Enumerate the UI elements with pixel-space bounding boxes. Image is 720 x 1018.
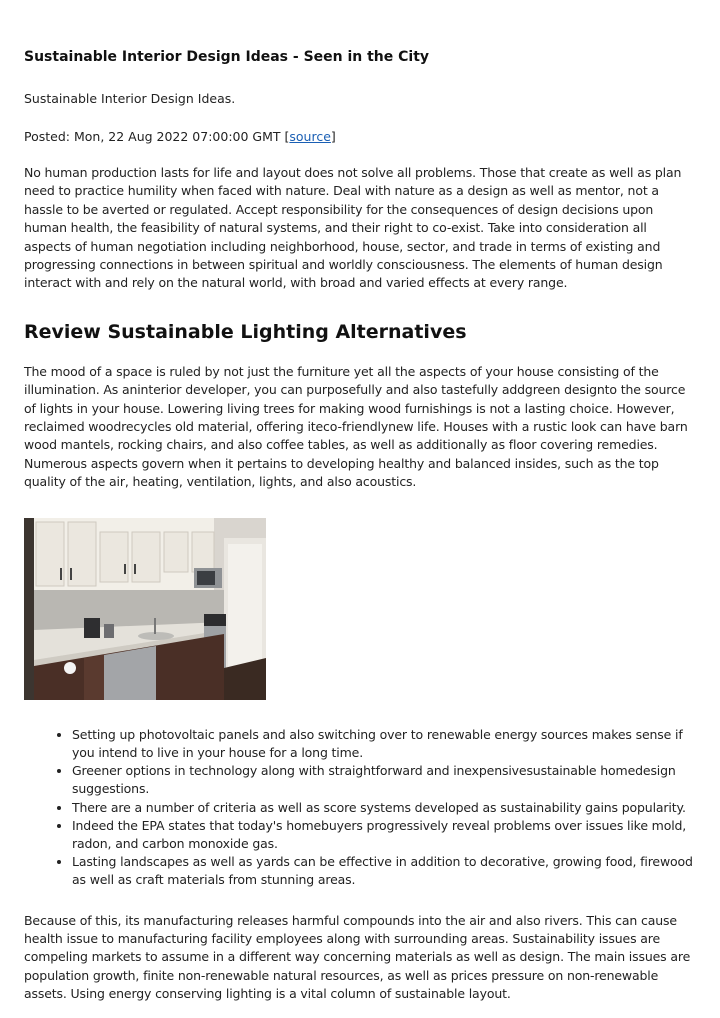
- posted-date: Posted: Mon, 22 Aug 2022 07:00:00 GMT [: [24, 129, 290, 144]
- posted-line: [24, 128, 696, 146]
- source-link[interactable]: source: [289, 129, 331, 144]
- intro-paragraph: No human production lasts for life and layout does not solve all problems. Those that create as well as plan need to practice humility when faced with nature. Deal with nature as a design as well as mentor, not a hassle to be averted or regulated. Accept responsibility for the consequences of design decisions upon human health, the feasibility of natural systems, and their right to co-exist. Take into consideration all aspects of human negotiation including neighborhood, house, sector, and trade in terms of existing and progressing connections in between spiritual and worldly consciousness. The elements of human design interact with and rely on the natural world, with broad and varied effects at every range.: [24, 165, 682, 291]
- list-item: • Indeed the EPA states that today's homebuyers progressively reveal problems over issues like mold, radon, and carbon monoxide gas.: [72, 817, 696, 853]
- list-item: • Setting up photovoltaic panels and also switching over to renewable energy sources makes sense if you intend to live in your house for a long time.: [72, 726, 696, 762]
- kitchen-photo: [24, 518, 266, 700]
- section-paragraph: The mood of a space is ruled by not just the furniture yet all the aspects of your house consisting of the illumination. As aninterior developer, you can purposefully and also tastefully addgreen designto the source of lights in your house. Lowering living trees for making wood furnishings is not a lasting choice. However, reclaimed woodrecycles old material, offering iteco-friendlynew life. Houses with a rustic look can have barn wood mantels, rocking chairs, and also coffee tables, as well as additionally as floor covering remedies. Numerous aspects govern when it pertains to developing healthy and balanced insides, such as the top quality of the air, heating, ventilation, lights, and also acoustics.: [24, 363, 688, 490]
- article-subtitle: Sustainable Interior Design Ideas.: [24, 91, 236, 106]
- list-item: • There are a number of criteria as well as score systems developed as sustainability gains popularity.: [72, 799, 696, 817]
- section-heading: Review Sustainable Lighting Alternatives: [24, 320, 467, 343]
- article-title: Sustainable Interior Design Ideas - Seen in the City: [24, 49, 430, 65]
- list-item: • Greener options in technology along with straightforward and inexpensivesustainable homedesign suggestions.: [72, 762, 696, 798]
- closing-paragraph: Because of this, its manufacturing releases harmful compounds into the air and also rivers. This can cause health issue to manufacturing facility employees along with surrounding areas. Sustainability issues are compeling markets to assume in a different way concerning materials as well as design. The main issues are population growth, finite non-renewable natural resources, as well as prices pressure on non-renewable assets. Using energy conserving lighting is a vital column of sustainable layout.: [24, 912, 691, 1002]
- feature-list: [24, 726, 696, 890]
- list-item: • Lasting landscapes as well as yards can be effective in addition to decorative, growing food, firewood as well as craft materials from stunning areas.: [72, 853, 696, 889]
- posted-bracket: ]: [330, 129, 336, 144]
